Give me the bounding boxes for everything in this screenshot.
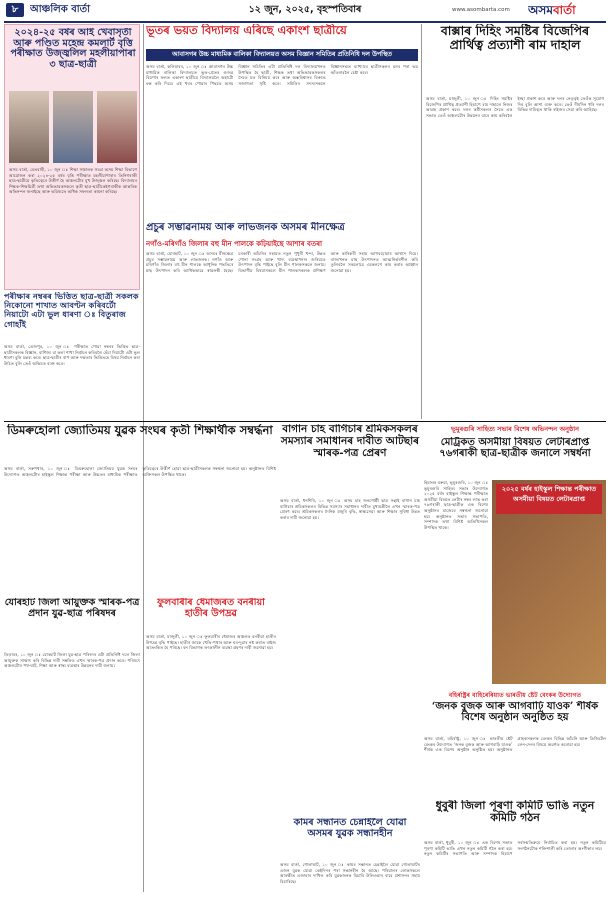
- page-header: [0, 0, 610, 20]
- divider: [4, 421, 606, 422]
- vindicate-headline: ডিমৰুহোলা জ্যোতিময় যুৱক সংঘৰ কৃতী শিক্ষাৰ্থীক সম্বৰ্দ্ধনা: [7, 424, 273, 437]
- exam-body: অসম বাৰ্তা, তেজপুৰ, ১০ জুন ঃ পৰীক্ষাত পোৱা নম্বৰৰ ভিত্তিত ছাত্ৰ-ছাত্ৰীসকলক বিজ্ঞান, বাণিজ্য বা কলা শাখা নিৰ্বাচন কৰিবলৈ হেঁচা দিয়াটো এটা ভুল ধাৰণা বুলি মন্তব্য কৰে। ছাত্ৰ-ছাত্ৰীৰ ৰাপ আৰু দক্ষতাৰ ভিত্তিতহে বিষয় নিৰ্বাচন কৰা উচিত বুলি তেওঁ অভিমত ব্যক্ত কৰে।: [4, 344, 140, 366]
- bagan-headline: বাগান চাহ বাগিচাৰ শ্ৰমিকসকলৰ সমস্যাৰ সমাধানৰ দাবীত আটছাৰ স্মাৰক-পত্ৰ প্ৰেৰণ: [280, 424, 420, 459]
- dhubri-body: অসম বাৰ্তা, ধুবুৰী, ১০ জুন ঃ এক বিশেষ সভাত পূৰণা কমিটি ভাঙি এখন নতুন কমিটি গঠন কৰা হয়। নতুন কমিটিৰ সভাপতি আৰু সম্পাদক হিচাপে সৰ্বসন্মতিক্ৰমে নিৰ্বাচিত কৰা হয়। নতুন কমিটিয়ে সংগঠনটোক শক্তিশালী কৰি তোলাৰ অংগীকাৰ লয়।: [424, 840, 606, 857]
- baksa-article: [424, 24, 606, 419]
- exam-article: [4, 292, 140, 420]
- exam-headline: পৰীক্ষাৰ নম্বৰৰ ভিত্তিত ছাত্ৰ-ছাত্ৰী সকলক নিকোনো শাখাত আবণ্টন কৰিবৰ্টো নিয়াটো এটা ভুল ধাৰণা ঃ বিতুৰাজ গোহাঁই: [4, 292, 139, 329]
- section-label: আঞ্চলিক বাৰ্তা: [30, 4, 91, 15]
- jorhat-article: [4, 598, 140, 894]
- ceremony-photo: [492, 480, 606, 684]
- header-rule: [4, 21, 606, 23]
- header-date: ১২ জুন, ২০২৫, বৃহস্পতিবাৰ: [248, 4, 362, 15]
- student-photo: [53, 91, 93, 163]
- youth-headline: কামৰ সন্ধানত চেন্নাইলৈ যোৱা অসমৰ যুৱক সন্ধানহীন: [293, 818, 407, 839]
- ghost-headline: ভূতৰ ভয়ত বিদ্যালয় এৰিছে একাংশ ছাত্ৰীয়ে: [146, 24, 347, 37]
- elephant-body: অসম বাৰ্তা, মাজুলী, ১০ জুন ঃ ফুলবাৰীৰ ধেমাজৰ অঞ্চলত বনৰীয়া হাতীৰ উপদ্ৰৱ বৃদ্ধি পাইছে। হাতীৰ জাকে খেতি-পথাৰ আৰু ঘৰ-দুৱাৰ নষ্ট কৰাত ৰাইজ আতংকিত হৈ পৰিছে। বন বিভাগক তৎকালীন ব্যৱস্থা গ্ৰহণৰ দাবী জনোৱা হয়।: [146, 634, 276, 651]
- vindicate-article: [4, 424, 276, 594]
- literature-headline: মেট্ৰিকত অসমীয়া বিষয়ত লেটাৰপ্ৰাপ্ত ৭৬গৰাকী ছাত্ৰ-ছাত্ৰীক জনালে সম্বৰ্ধনা: [439, 437, 591, 460]
- page-number-badge: ৮: [6, 3, 24, 17]
- masthead-part2: বাৰ্তা: [552, 3, 576, 17]
- fish-article: [146, 222, 418, 418]
- fish-headline: প্ৰচুৰ সম্ভাৱনাময় আৰু লাভজনক অসমৰ মীনক্ষেত্ৰ: [146, 222, 345, 233]
- student-photo: [9, 91, 49, 163]
- literature-body: হিমাংশু বৰুৱা, ভূমুৰগুৰি, ১০ জুন ঃ ভূমুৰগুৰি সাহিত্য সভাৰ উদ্যোগত ২০২৫ বৰ্ষৰ হাইস্কুল শিক্ষান্ত পৰীক্ষাত অসমীয়া বিষয়ত লেটাৰ নম্বৰ লাভ কৰা ৭৬গৰাকী ছাত্ৰ-ছাত্ৰীক এক বিশেষ অনুষ্ঠানৰ মাজেৰে সম্বৰ্দ্ধনা জনোৱা হয়। অনুষ্ঠানত সভাৰ সভাপতি, সম্পাদক তথা বিশিষ্ট অতিথিসকল উপস্থিত থাকে।: [424, 480, 488, 530]
- fish-subheadline: নগাঁও-মৰিগাঁও জিলাৰ বহু মীন পালকে কঢ়িয়াইছে আশাৰ বতৰা: [146, 240, 323, 248]
- janak-kicker: বহিৰ্ৰাষ্ট্ৰৰ বাহিৰেৰিয়াত ভাৰতীয় ষ্টেট বেংকৰ উদ্যোগত: [448, 692, 582, 699]
- jorhat-headline: যোৰহাট জিলা আয়ুক্তক স্মাৰক-পত্ৰ প্ৰদান যুৱ-ছাত্ৰ পৰিষদৰ: [4, 598, 140, 619]
- vindicate-body: অসম বাৰ্তা, সৰুপথাৰ, ১০ জুন ঃ ডিমৰুহোলা জ্যোতিময় যুৱক সংঘৰ উদ্যোগত অঞ্চলটোৰ হাইস্কুল শিক্ষান্ত পৰীক্ষা আৰু উচ্চতৰ মাধ্যমিক পৰীক্ষাত কৃতিত্বেৰে উত্তীৰ্ণ হোৱা ছাত্ৰ-ছাত্ৰীসকলক সম্বৰ্দ্ধনা জনোৱা হয়। অনুষ্ঠানত বিশিষ্ট ব্যক্তিসকল উপস্থিত থাকে।: [4, 466, 276, 477]
- janak-body: অসম বাৰ্তা, বহিৰ্ৰাষ্ট্ৰ, ১০ জুন ঃ ভাৰতীয় ষ্টেট বেংকৰ উদ্যোগত ‘জনক বুজক আৰু আগবাঢ়ি যাওক’ শীৰ্ষক এক বিশেষ অনুষ্ঠান অনুষ্ঠিত হয়। অনুষ্ঠানত গ্ৰাহকসকলক বেংকৰ বিভিন্ন আঁচনি আৰু ডিজিটেল লেন-দেনৰ বিষয়ে অৱগত কৰোৱা হয়।: [424, 736, 606, 753]
- literature-kicker: ভূমুৰগুৰি সাহিত্য সভাৰ বিশেষ অভিনন্দন অনুষ্ঠান: [451, 425, 579, 433]
- elephant-headline: ফুলবাৰীৰ ধেমাজৰত বনৰীয়া হাতীৰ উপদ্ৰৱ: [157, 598, 265, 619]
- ghost-subheadline: আবাসগৰ উচ্চ মাধ্যমিক বালিকা বিদ্যালয়ত অসম বিজ্ঞান সমিতিৰ প্ৰতিনিধি দল উপস্থিত: [146, 49, 418, 61]
- bagan-body: অসম বাৰ্তা, ধনশিৰি, ১০ জুন ঃ অসম চাহ জনগোষ্ঠী ছাত্ৰ সন্থাই বাগান চাহ বাগিচাৰ শ্ৰমিকসকলৰ বিভিন্ন সমস্যাৰ সমাধানৰ দাবীত মুখ্যমন্ত্ৰীলৈ এখন স্মাৰক-পত্ৰ প্ৰেৰণ কৰে। শ্ৰমিকসকলৰ দৈনিক মজুৰি বৃদ্ধি, স্বাস্থ্যসেৱা আৰু শিক্ষাৰ সুবিধা উন্নত কৰাৰ দাবী জনোৱা হয়।: [280, 498, 420, 520]
- baksa-headline: বাক্সাৰ দিহিং সমষ্টিৰ বিজেপিৰ প্ৰাৰ্থিত্ব প্ৰত্যাশী ৰাম দাহাল: [440, 24, 590, 52]
- bagan-article: [280, 424, 420, 814]
- masthead-logo: [528, 2, 604, 18]
- ghost-article: [146, 24, 418, 220]
- elephant-article: [146, 598, 276, 828]
- baksa-body: অসম বাৰ্তা, মাজুলী, ১০ জুন ঃ দিহিং সমষ্টিৰ বিজেপিৰ প্ৰাৰ্থিত্ব প্ৰত্যাশী হিচাপে ৰাম দাহালে নিজৰ আগ্ৰহ প্ৰকাশ কৰে। দলৰ কৰ্মীসকলৰ সৈতে এক সভাত তেওঁ অঞ্চলটোৰ উন্নয়নৰ বাবে কাম কৰিবলৈ ইচ্ছা প্ৰকাশ কৰে আৰু দলৰ নেতৃত্বই তেওঁক সুযোগ দিব বুলি আশা ব্যক্ত কৰে। তেওঁ দীৰ্ঘদিন ধৰি দলৰ বিভিন্ন দায়িত্বত থাকি ৰাইজৰ সেৱা কৰি আহিছে।: [426, 96, 604, 118]
- youth-body: অসম বাৰ্তা, গোলাঘাট, ১০ জুন ঃ কামৰ সন্ধানত চেন্নাইলৈ যোৱা গোলাঘাটৰ এজন যুৱক যোৱা কেইদিনৰ পৰা সন্ধানহীন হৈ আছে। পৰিয়ালৰ লোকসকলে আৰক্ষীত এজাহাৰ দাখিল কৰি যুৱকজনক বিচাৰি উলিওৱাৰ বাবে প্ৰশাসনৰ সহায় বিচাৰিছে।: [280, 862, 420, 884]
- fish-body: অসম বাৰ্তা, যোৰহাট, ১০ জুন ঃ অসমৰ মীনক্ষেত্ৰ প্ৰচুৰ সম্ভাৱনাময় আৰু লাভজনক। নগাঁও আৰু মৰিগাঁও জিলাৰ বহু মীন পালকে আধুনিক পদ্ধতিৰে মাছ উৎপাদন কৰি আৰ্থিকভাৱে স্বাৱলম্বী হৈছে। চৰকাৰী আঁচনিৰ সহায়ত নতুন পুখুৰী খন্দা, উন্নত পোনা সংগ্ৰহ আৰু খাদ্য ব্যৱস্থাপনাৰ জৰিয়তে উৎপাদন বৃদ্ধি পাইছে বুলি মীন পালকসকলে জনায়। বিভাগীয় বিষয়াসকলে মীন পালকসকলক প্ৰশিক্ষণ আৰু কাৰিকৰী সহায় আগবঢ়োৱাৰ আশ্বাস দিয়ে। ৰাজ্যখনক মাছ উৎপাদনত আত্মনিৰ্ভৰশীল কৰি তুলিবলৈ সকলোৱে একেলগে কাম কৰাৰ আহ্বান জনোৱা হয়।: [146, 251, 418, 273]
- youth-article: [280, 818, 420, 894]
- student-photo: [97, 91, 137, 163]
- dhubri-headline: ধুবুৰী জিলা পূৰণা কমিটি ভাঙি নতুন কমিটি গঠন: [435, 800, 595, 825]
- website-url[interactable]: www.asombarta.com: [452, 7, 510, 13]
- ceremony-banner: ২০২৫ বৰ্ষৰ হাইস্কুল শিক্ষান্ত পৰীক্ষাত অসমীয়া বিষয়ত লেটাৰপ্ৰাপ্ত: [496, 484, 602, 514]
- jorhat-body: তিতাবৰ, ১০ জুন ঃ যোৰহাট জিলা যুৱ-ছাত্ৰ পৰিষদৰ এটা প্ৰতিনিধি দলে জিলা আয়ুক্তক সাক্ষাৎ কৰি বিভিন্ন দাবী সম্বলিত এখন স্মাৰক-পত্ৰ প্ৰদান কৰে। পৰিষদে অঞ্চলটোৰ পথ-ঘাট, শিক্ষা আৰু স্বাস্থ্য ব্যৱস্থাৰ উন্নয়নৰ দাবী জনায়।: [4, 652, 140, 669]
- masthead-part1: অসম: [528, 3, 553, 17]
- janak-article: [424, 690, 606, 796]
- janak-headline: ‘জনক বুজক আৰু আগবাঢ়ি যাওক’ শীৰ্ষক বিশেষ অনুষ্ঠান অনুষ্ঠিত হয়: [431, 701, 599, 724]
- scholarship-body: অসম বাৰ্তা, বেতবাৰী, ১০ জুন ঃ শিক্ষা সঞ্চালক সমগ্ৰ অসম শিক্ষা বিভাগে আয়োজন কৰা ২০২৪-২৫ বৰ্ষৰ বৃত্তি পৰীক্ষাত মহলীয়াপাৰাৰ তিনিগৰাকী ছাত্ৰ-ছাত্ৰীয়ে কৃতিত্বেৰে উত্তীৰ্ণ হৈ অঞ্চলটোৰ মুখ উজ্জ্বল কৰিছে। বিদ্যালয়ৰ শিক্ষক-শিক্ষয়িত্ৰী তথা অভিভাৱকসকলে কৃতী ছাত্ৰ-ছাত্ৰীকেইগৰাকীক আন্তৰিক অভিনন্দন জনাইছে আৰু ভৱিষ্যতে অধিক সফলতা কামনা কৰিছে।: [9, 167, 137, 195]
- scholarship-article: [4, 24, 140, 290]
- literature-article: [424, 424, 606, 686]
- dhubri-article: [424, 800, 606, 894]
- scholarship-headline: ২০২৪-২৫ বৰ্ষৰ আই খেবাসৃতী আৰু পণ্ডিত মহেন্দ্ৰ কমলাৰ্ট বৃত্তি পৰীক্ষাত উজ্জ্বলিল মহলীয়াপাৰা ৩ ছাত্ৰ-ছাত্ৰী: [10, 28, 136, 70]
- ghost-body: অসম বাৰ্তা, কলিয়াবৰ, ১০ জুন ঃ আবাসগৰ উচ্চ মাধ্যমিক বালিকা বিদ্যালয়ত ভূত-প্ৰেতৰ গুজৱ বিয়পাৰ ফলত একাংশ ছাত্ৰীয়ে বিদ্যালয়লৈ অহাটো বন্ধ কৰি দিয়ে। এই খবৰ পোৱাৰ পিছতে অসম বিজ্ঞান সমিতিৰ এটা প্ৰতিনিধি দল বিদ্যালয়খনত উপস্থিত হৈ ছাত্ৰী, শিক্ষক তথা অভিভাৱকসকলৰ সৈতে মত বিনিময় কৰে আৰু অন্ধবিশ্বাসৰ বিৰুদ্ধে সজাগতা সৃষ্টি কৰে। সমিতিৰ সদস্যসকলে বিজ্ঞানসন্মত ব্যাখ্যাৰে ছাত্ৰীসকলৰ মনৰ পৰা ভয় আঁতৰাবলৈ চেষ্টা কৰে।: [146, 64, 418, 86]
- col-divider: [421, 24, 422, 419]
